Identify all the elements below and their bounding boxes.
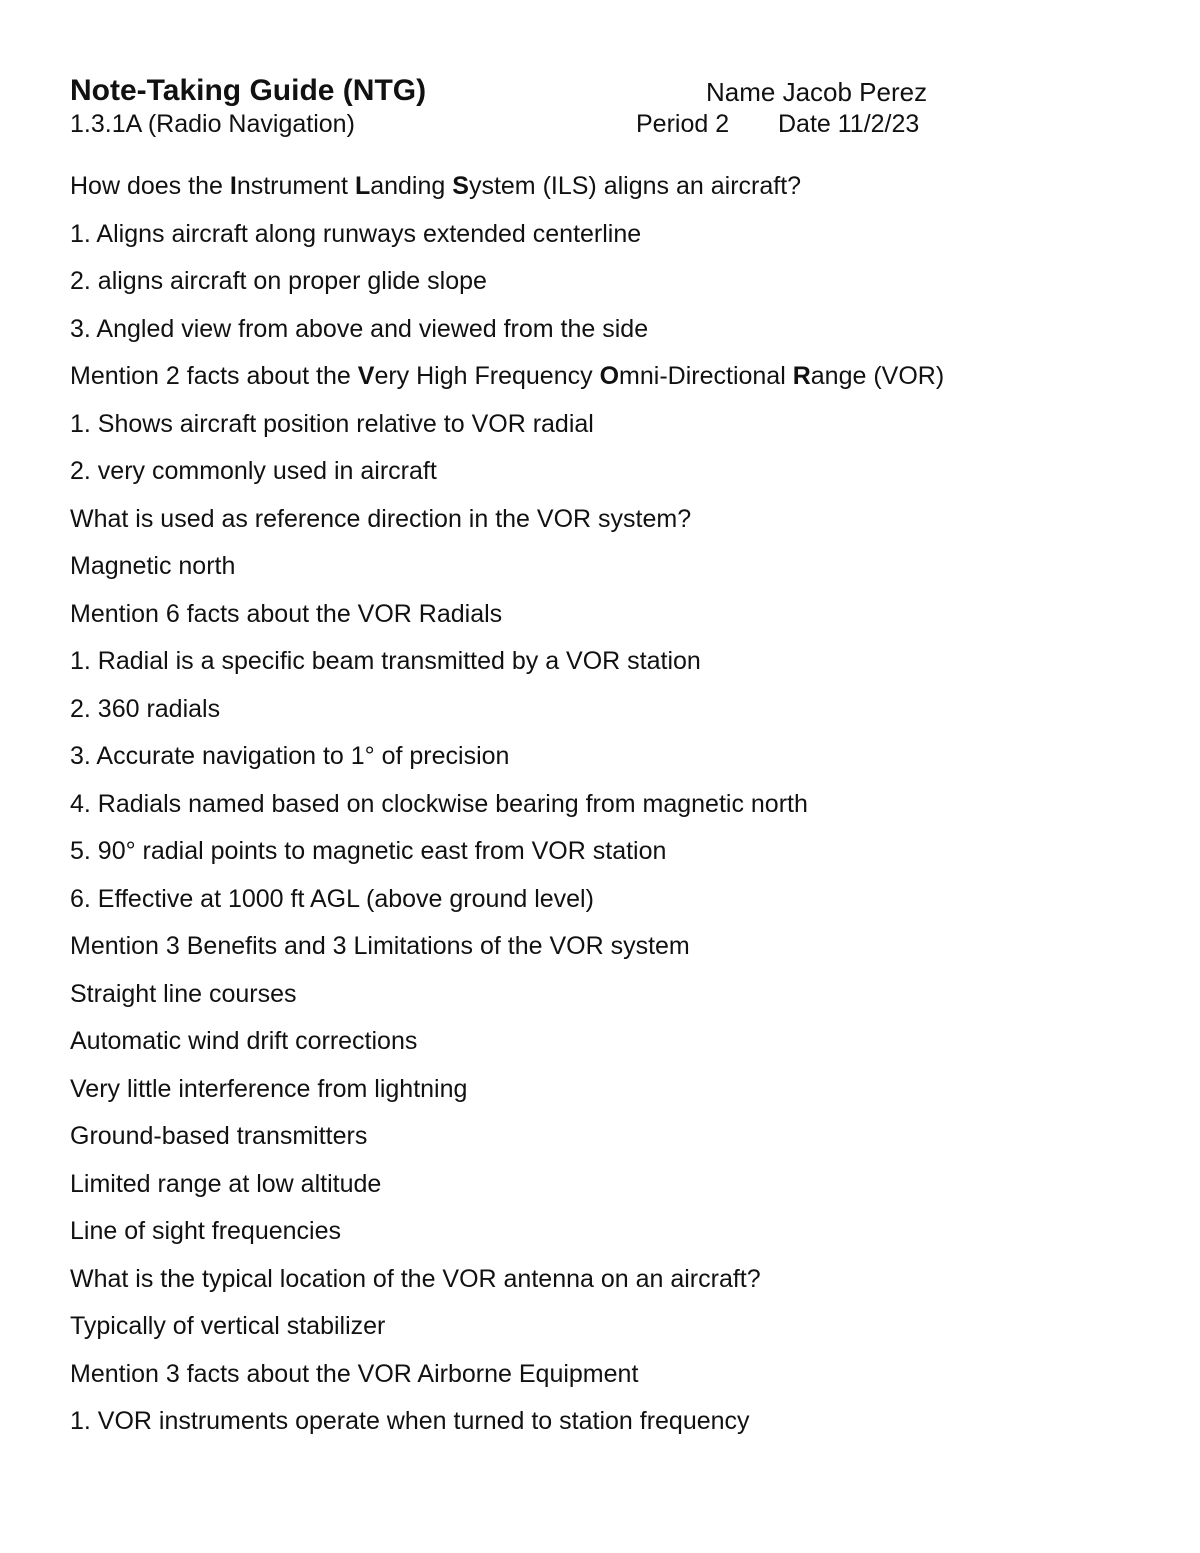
- note-line: 1. Shows aircraft position relative to VOR radial: [70, 409, 594, 438]
- class-period: Period 2: [636, 110, 730, 138]
- note-line: Limited range at low altitude: [70, 1169, 382, 1198]
- lesson-subtitle: 1.3.1A (Radio Navigation): [70, 110, 355, 138]
- note-line: What is the typical location of the VOR antenna on an aircraft?: [70, 1264, 761, 1293]
- note-line: 1. Radial is a specific beam transmitted by a VOR station: [70, 647, 701, 675]
- note-line: 2. 360 radials: [70, 694, 221, 723]
- note-line: Mention 6 facts about the VOR Radials: [70, 599, 503, 628]
- student-name: Name Jacob Perez: [706, 77, 928, 107]
- note-line: 1. VOR instruments operate when turned to station frequency: [70, 1407, 750, 1435]
- note-line: How does the Instrument Landing System (ILS) aligns an aircraft?: [70, 172, 802, 200]
- note-line: Ground-based transmitters: [70, 1122, 368, 1150]
- note-line: 5. 90° radial points to magnetic east from VOR station: [70, 837, 667, 865]
- note-line: 1. Aligns aircraft along runways extended centerline: [70, 219, 642, 248]
- notes-body: [70, 168, 1150, 1451]
- note-line: Very little interference from lightning: [70, 1074, 468, 1103]
- note-line: Line of sight frequencies: [70, 1217, 342, 1245]
- note-line: Mention 3 Benefits and 3 Limitations of the VOR system: [70, 932, 690, 960]
- note-line: 3. Accurate navigation to 1° of precision: [70, 742, 510, 770]
- note-line: 3. Angled view from above and viewed from the side: [70, 314, 649, 343]
- note-line: Mention 3 facts about the VOR Airborne Equipment: [70, 1359, 639, 1388]
- note-line: 2. aligns aircraft on proper glide slope: [70, 267, 487, 295]
- note-line: 2. very commonly used in aircraft: [70, 457, 437, 485]
- document-date: Date 11/2/23: [778, 110, 920, 138]
- note-line: Magnetic north: [70, 552, 236, 580]
- note-line: Typically of vertical stabilizer: [70, 1312, 386, 1340]
- document-title: Note-Taking Guide (NTG): [70, 74, 427, 107]
- note-line: 4. Radials named based on clockwise bearing from magnetic north: [70, 789, 808, 818]
- note-line: What is used as reference direction in the VOR system?: [70, 504, 692, 533]
- note-line: Mention 2 facts about the Very High Frequency Omni-Directional Range (VOR): [70, 362, 945, 390]
- note-line: 6. Effective at 1000 ft AGL (above ground level): [70, 884, 594, 913]
- note-line: Automatic wind drift corrections: [70, 1027, 418, 1055]
- note-line: Straight line courses: [70, 979, 297, 1008]
